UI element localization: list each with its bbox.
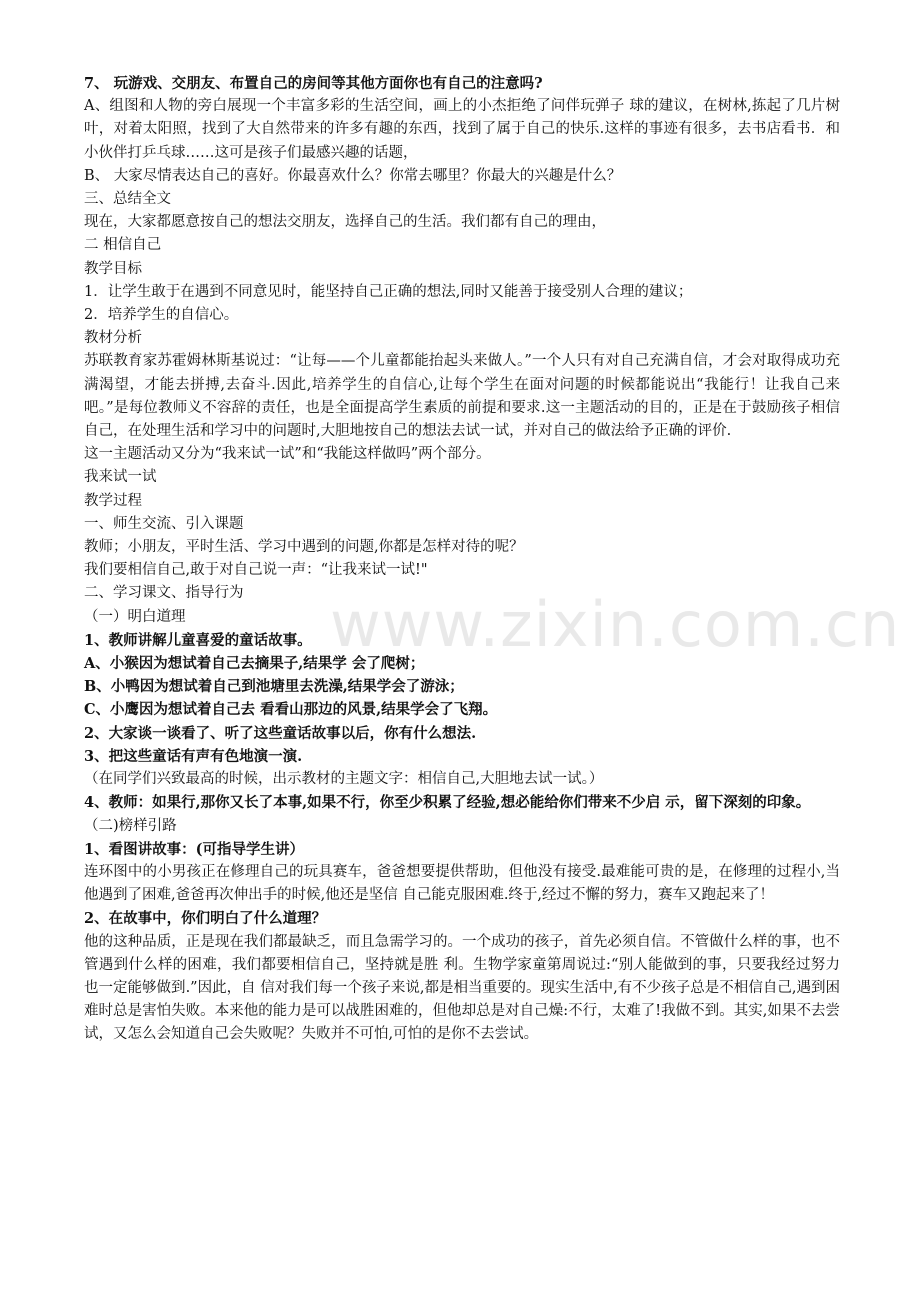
paragraph-confidence: 他的这种品质，正是现在我们都最缺乏，而且急需学习的。一个成功的孩子，首先必须自信。不管做什么样的事，也不管遇到什么样的困难，我们都要相信自己，坚持就是胜 利。生物学家童第周说过:“别人能做到的事，只要我经过努力也一定能够做到.”因此，自 信对我们每一个孩子来说,都是相当重要的。现实生活中,有不少孩子总是不相信自己,遇到困 难时总是害怕失败。本来他的能力是可以战胜困难的，但他却总是对自己燥:不行，太难了!我做不到。其实,如果不去尝试，又怎么会知道自己会失败呢？失败并不可怕,可怕的是你不去尝试。 xyxy=(84,933,840,1043)
item-teacher-encourage: 4、教师：如果行,那你又长了本事,如果不行，你至少积累了经验,想必能给你们带来不少启 示，留下深刻的印象。 xyxy=(84,794,811,812)
heading-lesson-two: 二 相信自己 xyxy=(84,237,162,254)
item-what-learned: 2、在故事中，你们明白了什么道理？ xyxy=(84,910,327,928)
paragraph-theme-note: （在同学们兴致最高的时候，出示教材的主题文字：相信自己,大胆地去试一试。） xyxy=(84,771,604,788)
item-fairy-tales: 1、教师讲解儿童喜爱的童话故事。 xyxy=(84,631,312,649)
paragraph-a-activity: A、组图和人物的旁白展现一个丰富多彩的生活空间，画上的小杰拒绝了问伴玩弹子 球的建议，在树林,拣起了几片树叶，对着太阳照，找到了大自然带来的许多有趣的东西，找到了属于自己的快乐.这样的事迹有很多，去书店看书．和小伙伴打乒乓球……这可是孩子们最感兴趣的话题， xyxy=(84,98,840,161)
item-monkey: A、小猴因为想试着自己去摘果子,结果学 会了爬树； xyxy=(84,655,425,673)
subheading-understand: （一）明白道理 xyxy=(84,608,186,625)
item-perform: 3、把这些童话有声有色地演一演. xyxy=(84,747,303,765)
item-duck: B、小鸭因为想试着自己到池塘里去洗澡,结果学会了游泳； xyxy=(84,678,464,696)
item-picture-story: 1、看图讲故事：(可指导学生讲） xyxy=(84,840,304,858)
heading-teaching-goals: 教学目标 xyxy=(84,260,142,277)
watermark: www.zixin.com.cn xyxy=(330,588,901,661)
paragraph-material-analysis: 苏联教育家苏霍姆林斯基说过：“让每——个儿童都能抬起头来做人。”一个人只有对自己充满自信，才会对取得成功充满渴望，才能去拼搏,去奋斗.因此,培养学生的自信心,让每个学生在面对问题的时候都能说出“我能行！让我自己来吧。”是每位教师义不容辞的责任，也是全面提高学生素质的前提和要求.这一主题活动的目的，正是在于鼓励孩子相信自己，在处理生活和学习中的问题时,大胆地按自己的想法去试一试，并对自己的做法给予正确的评价. xyxy=(84,353,840,440)
paragraph-two-parts: 这一主题活动又分为“我来试一试”和“我能这样做吗”两个部分。 xyxy=(84,446,491,463)
goal-item-1: 1．让学生敢于在遇到不同意见时，能坚持自己正确的想法,同时又能善于接受别人合理的建议； xyxy=(84,283,693,300)
subheading-role-model: （二)榜样引路 xyxy=(84,817,177,834)
paragraph-b-activity: B、 大家尽情表达自己的喜好。你最喜欢什么？你常去哪里？你最大的兴趣是什么？ xyxy=(84,167,622,184)
step-two-heading: 二、学习课文、指导行为 xyxy=(84,585,244,602)
heading-teaching-process: 教学过程 xyxy=(84,492,142,509)
item-discuss: 2、大家谈一谈看了、听了这些童话故事以后，你有什么想法. xyxy=(84,724,477,742)
teacher-question: 教师；小朋友，平时生活、学习中遇到的问题,你都是怎样对待的呢？ xyxy=(84,539,524,556)
step-one-heading: 一、师生交流、引入课题 xyxy=(84,515,244,532)
paragraph-q7: 7、 玩游戏、交朋友、布置自己的房间等其他方面你也有自己的注意吗? xyxy=(84,75,543,92)
heading-let-me-try: 我来试一试 xyxy=(84,469,157,486)
paragraph-summary: 现在，大家都愿意按自己的想法交朋友，选择自己的生活。我们都有自己的理由， xyxy=(84,214,606,231)
document-body xyxy=(84,72,840,1047)
goal-item-2: 2．培养学生的自信心。 xyxy=(84,307,239,324)
heading-material-analysis: 教材分析 xyxy=(84,330,142,347)
heading-summary: 三、总结全文 xyxy=(84,191,171,208)
believe-yourself-line: 我们要相信自己,敢于对自己说一声：“让我来试一试!" xyxy=(84,562,428,579)
item-eagle: C、小鹰因为想试着自己去 看看山那边的风景,结果学会了飞翔。 xyxy=(84,701,498,719)
paragraph-race-car-story: 连环图中的小男孩正在修理自己的玩具赛车，爸爸想要提供帮助，但他没有接受.最难能可贵的是，在修理的过程小,当他遇到了困难,爸爸再次伸出手的时候,他还是坚信 自己能克服困难.终于,经过不懈的努力，赛车又跑起来了！ xyxy=(84,863,840,904)
